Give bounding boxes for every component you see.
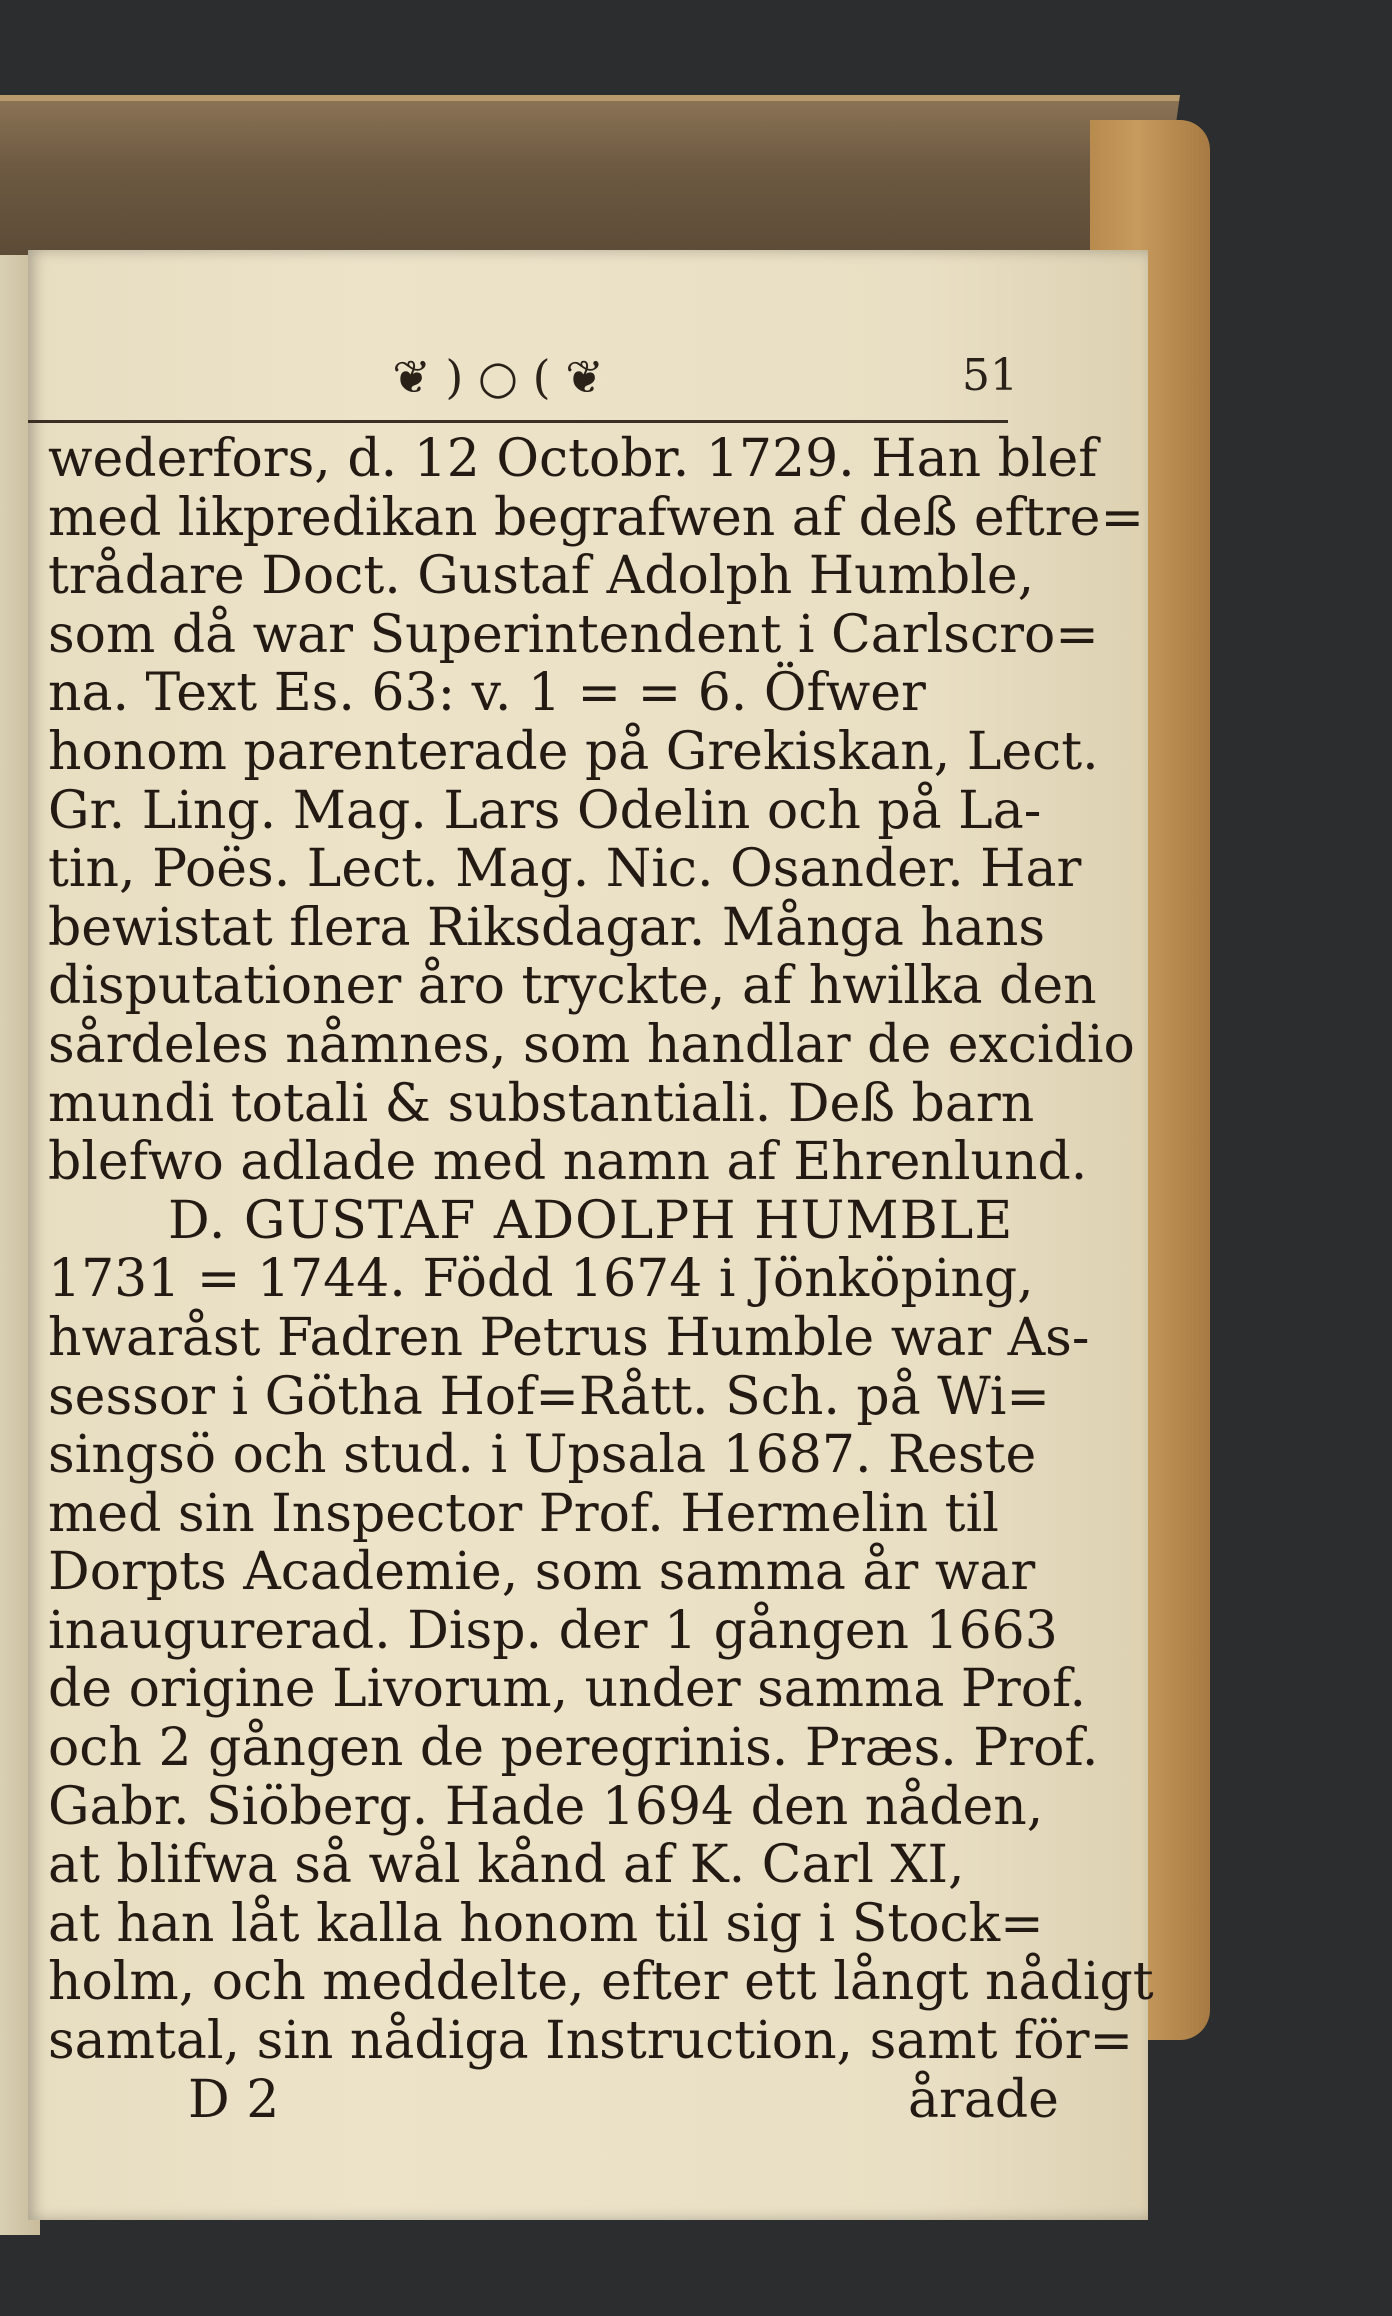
page-header — [28, 350, 1148, 430]
text-line: honom parenterade på Grekiskan, Lect. — [48, 721, 1099, 782]
signature-mark: D 2 — [188, 2069, 280, 2130]
book-page — [28, 250, 1154, 2220]
text-line: hwaråst Fadren Petrus Humble war As- — [48, 1307, 1090, 1368]
page-text — [48, 429, 1154, 2130]
text-line: at han låt kalla honom til sig i Stock= — [48, 1893, 1044, 1954]
catchword: årade — [908, 2069, 1059, 2130]
text-line: som då war Superintendent i Carlscro= — [48, 604, 1099, 665]
book-top-edge — [0, 95, 1180, 261]
text-line: med likpredikan begrafwen af deß eftre= — [48, 487, 1145, 548]
text-line: 1731 = 1744. Född 1674 i Jönköping, — [48, 1249, 1034, 1310]
header-rule — [28, 420, 1008, 423]
text-line: inaugurerad. Disp. der 1 gången 1663 — [48, 1600, 1058, 1661]
text-line: Dorpts Academie, som samma år war — [48, 1542, 1036, 1603]
text-line: bewistat flera Riksdagar. Många hans — [48, 897, 1046, 958]
footer-line — [48, 2069, 1059, 2130]
text-line: trådare Doct. Gustaf Adolph Humble, — [48, 546, 1035, 607]
text-line: Gr. Ling. Mag. Lars Odelin och på La- — [48, 780, 1042, 841]
section-heading: D. GUSTAF ADOLPH HUMBLE — [168, 1190, 1014, 1251]
text-line: mundi totali & substantiali. Deß barn — [48, 1073, 1035, 1134]
text-line: sessor i Götha Hof=Rått. Sch. på Wi= — [48, 1366, 1050, 1427]
text-line: Gabr. Siöberg. Hade 1694 den nåden, — [48, 1776, 1044, 1837]
text-line: wederfors, d. 12 Octobr. 1729. Han blef — [48, 429, 1098, 489]
text-line: sårdeles nåmnes, som handlar de excidio — [48, 1014, 1135, 1075]
text-line: blefwo adlade med namn af Ehrenlund. — [48, 1132, 1088, 1193]
page-number: 51 — [962, 350, 1018, 401]
text-line: de origine Livorum, under samma Prof. — [48, 1659, 1086, 1720]
text-line: na. Text Es. 63: v. 1 = = 6. Öfwer — [48, 663, 926, 724]
text-line: samtal, sin nådiga Instruction, samt för= — [48, 2011, 1134, 2072]
text-line: tin, Poës. Lect. Mag. Nic. Osander. Har — [48, 839, 1082, 900]
text-line: holm, och meddelte, efter ett långt nådigt — [48, 1952, 1154, 2013]
text-line: disputationer åro tryckte, af hwilka den — [48, 956, 1097, 1017]
text-line: singsö och stud. i Upsala 1687. Reste — [48, 1425, 1037, 1486]
text-line: at blifwa så wål kånd af K. Carl XI, — [48, 1835, 965, 1896]
header-ornament: ❦ ) ○ ( ❦ — [392, 350, 604, 404]
text-line: och 2 gången de peregrinis. Præs. Prof. — [48, 1718, 1099, 1779]
text-line: med sin Inspector Prof. Hermelin til — [48, 1483, 999, 1544]
